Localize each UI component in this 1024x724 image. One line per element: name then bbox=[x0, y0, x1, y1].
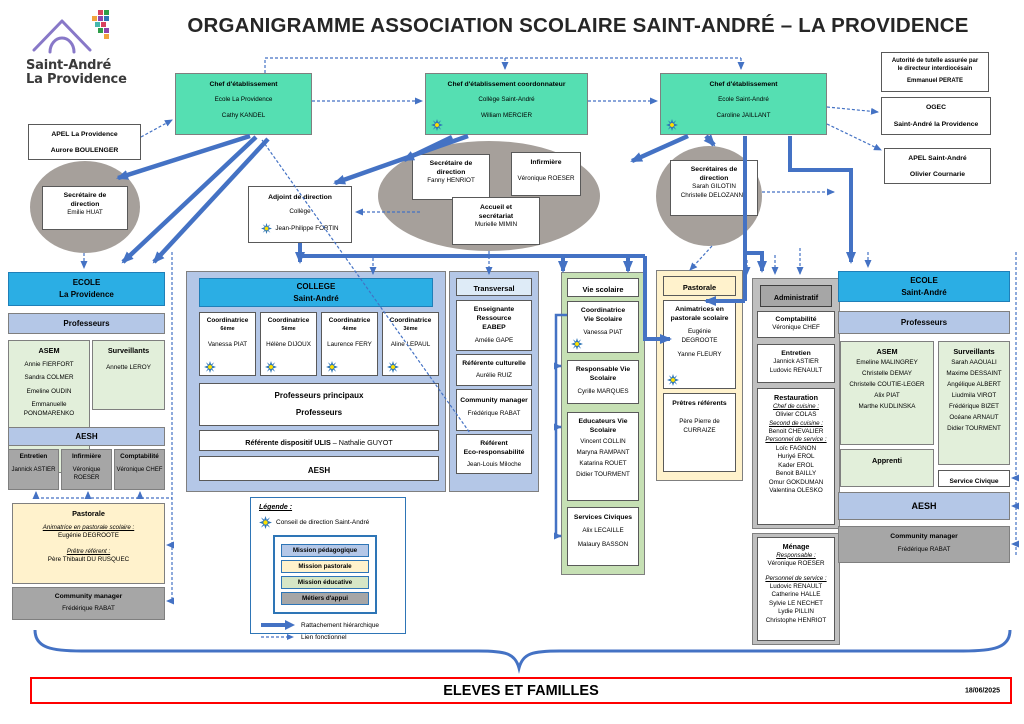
person-name: Christelle COUTIE-LEGER bbox=[849, 381, 925, 389]
person-name: Catherine HALLE bbox=[771, 591, 821, 599]
role-label: Chef de cuisine : bbox=[772, 402, 820, 410]
legend-title: Légende : bbox=[259, 504, 293, 511]
services-civiques-box bbox=[567, 507, 639, 566]
role: Coordinatrice bbox=[580, 307, 626, 314]
role: Chef d'établissement bbox=[209, 81, 278, 88]
title: Community manager bbox=[890, 533, 958, 540]
person: Caroline JAILLANT bbox=[716, 111, 771, 119]
person: DEGROOTE bbox=[681, 336, 718, 344]
person-name: Emmanuelle PONOMARENKO bbox=[23, 401, 75, 417]
ecole-lp-infirmiere-box bbox=[61, 449, 112, 490]
title: ASEM bbox=[38, 346, 60, 355]
conseil-direction-sun-icon bbox=[387, 360, 399, 372]
person: Olivier Cournarie bbox=[909, 171, 966, 179]
restauration-people bbox=[758, 445, 834, 496]
person: Aurore BOULENGER bbox=[50, 147, 119, 155]
conseil-direction-sun-icon bbox=[667, 373, 679, 385]
role: Chef d'établissement coordonnateur bbox=[447, 81, 566, 88]
person: Emilie HUAT bbox=[67, 209, 103, 217]
role: Adjoint de direction bbox=[268, 194, 332, 201]
role-label: Animatrice en pastorale scolaire : bbox=[42, 523, 135, 531]
person-name: Katarina ROUET bbox=[579, 459, 627, 467]
person-name: Ludovic RENAULT bbox=[769, 366, 823, 374]
person: Laurence FERY bbox=[327, 341, 372, 349]
title: APEL Saint-André bbox=[908, 155, 967, 162]
logo-line2: La Providence bbox=[26, 71, 127, 87]
accueil-secretariat-box bbox=[452, 197, 540, 245]
person: Sarah GILOTIN bbox=[692, 183, 736, 191]
role2: Scolaire bbox=[589, 375, 617, 383]
person: Eugénie DEGROOTE bbox=[58, 532, 119, 540]
role2: secrétariat bbox=[478, 213, 514, 221]
person-name: Christophe HENRIOT bbox=[765, 616, 827, 624]
admin-restauration-box bbox=[757, 388, 835, 525]
header-line1: COLLEGE bbox=[296, 281, 336, 291]
logo-line1: Saint-André bbox=[26, 58, 112, 73]
infirmiere-box bbox=[511, 152, 581, 196]
person-name: Omur GOKDUMAN bbox=[768, 478, 824, 486]
conseil-direction-sun-icon bbox=[259, 516, 272, 529]
ecole-sa-aesh-bar: AESH bbox=[838, 492, 1010, 520]
person-name: Océane ARNAUT bbox=[949, 414, 999, 422]
person: Christelle DELOZANNE bbox=[680, 191, 748, 199]
person: Hélène DIJOUX bbox=[266, 341, 311, 349]
title: OGEC bbox=[925, 104, 946, 111]
ecole-lp-entretien-box bbox=[8, 449, 59, 490]
role: Secrétaire de bbox=[429, 160, 473, 167]
person: Jean-Philippe FORTIN bbox=[249, 223, 351, 234]
legend-mission-educative: Mission éducative bbox=[281, 576, 369, 589]
pretres-referents-box bbox=[663, 393, 736, 472]
role: Restauration bbox=[774, 393, 818, 402]
person-name: Vincent COLLIN bbox=[580, 437, 626, 445]
conseil-direction-sun-icon bbox=[261, 223, 272, 234]
person-name: Maxime DESSAINT bbox=[946, 370, 1002, 378]
asem-people bbox=[9, 361, 89, 419]
role: Secrétaires de bbox=[690, 166, 738, 173]
college-aesh-box bbox=[199, 456, 439, 481]
responsable-vie-scolaire-box bbox=[567, 360, 639, 404]
coordinatrice-3e-box bbox=[382, 312, 439, 376]
person: Véronique ROESER bbox=[72, 465, 101, 481]
surveillants-people bbox=[939, 359, 1009, 434]
person-name: Sandra COLMER bbox=[24, 374, 74, 382]
ecole-lp-surveillants-box bbox=[92, 340, 165, 410]
role: Responsable Vie bbox=[575, 366, 631, 373]
role-label: Responsable : bbox=[776, 551, 816, 559]
person-name: Malaury BASSON bbox=[577, 540, 629, 548]
line1: Autorité de tutelle assurée par bbox=[891, 58, 979, 64]
role: Educateurs Vie bbox=[578, 418, 628, 425]
role2: Scolaire bbox=[589, 427, 617, 435]
person-name: Kader EROL bbox=[778, 461, 814, 469]
menage-people bbox=[758, 583, 834, 626]
person: Annette LEROY bbox=[106, 363, 151, 371]
person-name: Alix LECAILLE bbox=[582, 527, 624, 535]
grade: 3ème bbox=[403, 325, 418, 332]
title: Comptabilité bbox=[120, 453, 159, 460]
chef-etablissement-coordonnateur-box bbox=[425, 73, 588, 135]
person: Véronique CHEF bbox=[116, 465, 163, 473]
person-name: Valentina OLESKO bbox=[769, 487, 823, 495]
org: Ecole Saint-André bbox=[718, 96, 769, 104]
referente-ulis-box bbox=[199, 430, 439, 451]
role: Référente dispositif ULIS bbox=[245, 438, 331, 447]
role: Entretien bbox=[781, 350, 811, 357]
legend-sun-label: Conseil de direction Saint-André bbox=[276, 519, 370, 526]
title: Infirmière bbox=[71, 453, 102, 460]
role: Référente culturelle bbox=[462, 360, 526, 367]
person-name: Benoit BAILLY bbox=[775, 470, 817, 478]
ecole-sa-professeurs-bar: Professeurs bbox=[838, 311, 1010, 334]
header-line1: ECOLE bbox=[72, 278, 101, 288]
dashed-arrow-icon bbox=[259, 633, 297, 641]
role2: direction bbox=[70, 201, 100, 209]
org: Collège bbox=[289, 208, 311, 216]
role2: Eco-responsabilité bbox=[463, 449, 525, 457]
header-line2: La Providence bbox=[59, 290, 114, 299]
educateurs-people bbox=[568, 438, 638, 480]
person-name: Frédérique BIZET bbox=[948, 403, 1000, 411]
person: Père Pierre de bbox=[679, 418, 720, 426]
person: Véronique ROESER bbox=[517, 175, 575, 183]
banner-text: ELEVES ET FAMILLES bbox=[443, 682, 599, 699]
role: Ménage bbox=[782, 542, 810, 551]
person-name: Sylvie LE NECHET bbox=[769, 599, 823, 607]
role: Secrétaire de bbox=[63, 192, 107, 199]
role: Infirmière bbox=[530, 159, 562, 166]
person-name: Didier TOURMENT bbox=[576, 470, 630, 478]
person-name: Annie FIERFORT bbox=[24, 360, 74, 368]
person: CURRAIZE bbox=[683, 426, 716, 434]
pastorale-header bbox=[663, 276, 736, 296]
ecole-sa-asem-box bbox=[840, 341, 934, 445]
person: Eugénie bbox=[687, 328, 712, 336]
header-line1: ECOLE bbox=[910, 275, 938, 285]
person: Olivier COLAS bbox=[775, 411, 817, 419]
autorite-tutelle-box bbox=[881, 52, 989, 92]
person-name: Emeline OUDIN bbox=[26, 387, 72, 395]
org: Collège Saint-André bbox=[478, 96, 535, 104]
referent-eco-box bbox=[456, 434, 532, 474]
person-name: Huriyé EROL bbox=[777, 453, 815, 461]
ogec-box bbox=[881, 97, 991, 135]
title: AESH bbox=[307, 466, 331, 475]
role: Community manager bbox=[460, 397, 528, 404]
title: Surveillants bbox=[107, 346, 150, 355]
person: Cathy KANDEL bbox=[221, 111, 266, 119]
transversal-header bbox=[456, 278, 532, 296]
chef-etablissement-lp-box bbox=[175, 73, 312, 135]
secretaires-direction-sa-box bbox=[670, 160, 758, 216]
person: – Nathalie GUYOT bbox=[330, 438, 393, 447]
person-name: Alix PIAT bbox=[874, 392, 900, 400]
role: Prêtres référents bbox=[672, 400, 727, 407]
role: Services Civiques bbox=[573, 514, 633, 521]
org: Ecole La Providence bbox=[214, 96, 273, 104]
apel-lp-box bbox=[28, 124, 141, 160]
legend-mission-pastorale: Mission pastorale bbox=[281, 560, 369, 573]
legend-solid-arrow-label: Rattachement hiérarchique bbox=[301, 621, 380, 629]
conseil-direction-sun-icon bbox=[204, 360, 216, 372]
referente-culturelle-box bbox=[456, 354, 532, 386]
person-name: Loïc FAGNON bbox=[775, 444, 817, 452]
header-line2: Saint-André bbox=[293, 293, 339, 303]
adjoint-direction-box bbox=[248, 186, 352, 243]
ecole-lp-professeurs-bar: Professeurs bbox=[8, 313, 165, 334]
educateurs-vie-scolaire-box bbox=[567, 412, 639, 501]
admin-entretien-box bbox=[757, 344, 835, 383]
conseil-direction-sun-icon bbox=[265, 360, 277, 372]
role-label: Personnel de service : bbox=[765, 436, 827, 444]
person: Benoit CHEVALIER bbox=[768, 427, 824, 435]
logo-wordmark bbox=[26, 59, 146, 86]
role-label: Personnel de service : bbox=[765, 574, 827, 582]
title: Apprenti bbox=[872, 456, 902, 465]
secretaire-direction-college-box bbox=[412, 154, 490, 200]
solid-arrow-icon bbox=[259, 620, 297, 630]
title: Coordinatrice bbox=[267, 317, 310, 324]
person: Frédérique RABAT bbox=[897, 546, 951, 554]
grade: 5ème bbox=[281, 325, 296, 332]
person: Murielle MIMIN bbox=[474, 221, 518, 229]
conseil-direction-sun-icon bbox=[326, 360, 338, 372]
date-label: 18/06/2025 bbox=[964, 687, 1000, 694]
line1: Professeurs principaux bbox=[274, 391, 364, 400]
ecole-sa-community-box bbox=[838, 526, 1010, 563]
line2: le directeur interdiocésain bbox=[897, 66, 973, 73]
legend-mission-swatches bbox=[273, 535, 377, 614]
header-line2: Saint-André bbox=[901, 287, 947, 297]
title: Pastorale bbox=[72, 509, 105, 518]
person: Aline LEPAUL bbox=[390, 341, 431, 349]
title: Coordinatrice bbox=[389, 317, 432, 324]
admin-menage-box bbox=[757, 537, 835, 641]
person-name: Angélique ALBERT bbox=[947, 381, 1001, 389]
logo-arch-icon bbox=[26, 8, 122, 54]
person: Amélie GAPE bbox=[474, 336, 514, 344]
coordinatrice-4e-box bbox=[321, 312, 378, 376]
person: Vanessa PIAT bbox=[207, 341, 248, 349]
person: Véronique ROESER bbox=[767, 560, 825, 568]
org: Saint-André la Providence bbox=[893, 121, 979, 129]
person: Véronique CHEF bbox=[772, 324, 820, 332]
ecole-sa-header bbox=[838, 271, 1010, 302]
role2: Vie Scolaire bbox=[583, 316, 623, 324]
person-name: Emeline MALINGREY bbox=[856, 359, 918, 367]
ecole-sa-surveillants-box bbox=[938, 341, 1010, 465]
legend-dashed-arrow-label: Lien fonctionnel bbox=[301, 633, 347, 641]
legend-sun-row bbox=[259, 516, 397, 529]
vie-scolaire-header bbox=[567, 278, 639, 297]
ecole-lp-aesh-bar: AESH bbox=[8, 427, 165, 446]
ecole-lp-header bbox=[8, 272, 165, 306]
conseil-direction-sun-icon bbox=[431, 118, 443, 130]
person: Vanessa PIAT bbox=[583, 329, 623, 337]
title: Service Civique bbox=[949, 478, 999, 485]
person: Cyrille MARQUES bbox=[577, 388, 629, 396]
role2: pastorale scolaire bbox=[670, 315, 729, 323]
person: Frédérique RABAT bbox=[62, 605, 115, 613]
role: Enseignante bbox=[473, 306, 515, 313]
role2: direction bbox=[436, 169, 466, 177]
ecole-sa-apprenti-box bbox=[840, 449, 934, 487]
title: Coordinatrice bbox=[328, 317, 371, 324]
person: Père Thibault DU RUSQUEC bbox=[47, 556, 130, 564]
person-name: Liudmila VIROT bbox=[951, 392, 997, 400]
legend-mission-pedagogique: Mission pédagogique bbox=[281, 544, 369, 557]
role-label: Second de cuisine : bbox=[768, 419, 823, 427]
role: Accueil et bbox=[479, 204, 513, 211]
administratif-header bbox=[760, 285, 832, 307]
role2: direction bbox=[699, 175, 729, 183]
person-name: Marthe KUDLINSKA bbox=[858, 403, 916, 411]
title: Coordinatrice bbox=[206, 317, 249, 324]
ecole-lp-comptabilite-box bbox=[114, 449, 165, 490]
person-name: Ludovic RENAULT bbox=[769, 582, 823, 590]
role: Référent bbox=[480, 440, 508, 447]
legend-box bbox=[250, 497, 406, 641]
title: Community manager bbox=[54, 593, 123, 600]
admin-comptabilite-box bbox=[757, 311, 835, 338]
person: Yanne FLEURY bbox=[677, 351, 722, 359]
asem-people bbox=[841, 359, 933, 412]
professeurs-principaux-box bbox=[199, 383, 439, 426]
logo bbox=[26, 8, 146, 100]
person: Jannick ASTIER bbox=[11, 465, 56, 473]
person-name: Didier TOURMENT bbox=[947, 425, 1001, 433]
person: Aurélie RUIZ bbox=[475, 372, 513, 380]
entretien-people bbox=[758, 358, 834, 375]
title: Entretien bbox=[19, 453, 48, 460]
coordinatrice-6e-box bbox=[199, 312, 256, 376]
person: Fanny HENRIOT bbox=[427, 177, 475, 185]
title: Administratif bbox=[773, 293, 819, 302]
person: Frédérique RABAT bbox=[467, 410, 521, 418]
services-people bbox=[568, 527, 638, 549]
conseil-direction-sun-icon bbox=[666, 118, 678, 130]
community-manager-box bbox=[456, 389, 532, 431]
role: Animatrices en bbox=[675, 306, 724, 313]
person-name: Jannick ASTIER bbox=[773, 358, 819, 366]
secretaire-direction-lp-box bbox=[42, 186, 128, 230]
person: Emmanuel PERATE bbox=[907, 78, 963, 85]
apel-sa-box bbox=[884, 148, 991, 184]
title: APEL La Providence bbox=[51, 131, 118, 138]
role2: Ressource bbox=[476, 315, 512, 323]
title: ASEM bbox=[876, 347, 898, 356]
page-title: ORGANIGRAMME ASSOCIATION SCOLAIRE SAINT-ANDRÉ – LA PROVIDENCE bbox=[187, 14, 969, 37]
legend-dashed-arrow-row bbox=[259, 633, 397, 641]
title: Vie scolaire bbox=[582, 285, 624, 294]
college-header bbox=[199, 278, 433, 307]
title: Surveillants bbox=[953, 347, 995, 356]
person: Jean-Louis Miloche bbox=[466, 461, 522, 469]
legend-metiers-appui: Métiers d'appui bbox=[281, 592, 369, 605]
conseil-direction-sun-icon bbox=[571, 337, 583, 349]
ecole-sa-service-civique-box bbox=[938, 470, 1010, 487]
coordinatrice-5e-box bbox=[260, 312, 317, 376]
ecole-lp-community-box bbox=[12, 587, 165, 620]
role: Chef d'établissement bbox=[709, 81, 778, 88]
person-name: Christelle DEMAY bbox=[862, 370, 912, 378]
role-label: Prêtre référent : bbox=[66, 547, 111, 555]
ecole-lp-pastorale-box bbox=[12, 503, 165, 584]
enseignante-eabep-box bbox=[456, 300, 532, 351]
animatrices-pastorale-box bbox=[663, 300, 736, 389]
title: Pastorale bbox=[682, 283, 717, 292]
title: Transversal bbox=[473, 284, 515, 293]
grade: 4ème bbox=[342, 325, 357, 332]
grade: 6ème bbox=[220, 325, 235, 332]
role3: EABEP bbox=[482, 324, 506, 332]
line2: Professeurs bbox=[295, 408, 343, 418]
legend-solid-arrow-row bbox=[259, 620, 397, 630]
person-name: Maryna RAMPANT bbox=[576, 448, 630, 456]
chef-etablissement-sa-box bbox=[660, 73, 827, 135]
coordinatrice-vie-scolaire-box bbox=[567, 301, 639, 353]
person-name: Lydie PILLIN bbox=[778, 608, 814, 616]
person: William MERCIER bbox=[480, 111, 533, 119]
person-name: Sarah AAOUALI bbox=[951, 359, 997, 367]
eleves-familles-banner bbox=[30, 677, 1012, 704]
role: Comptabilité bbox=[775, 316, 817, 323]
